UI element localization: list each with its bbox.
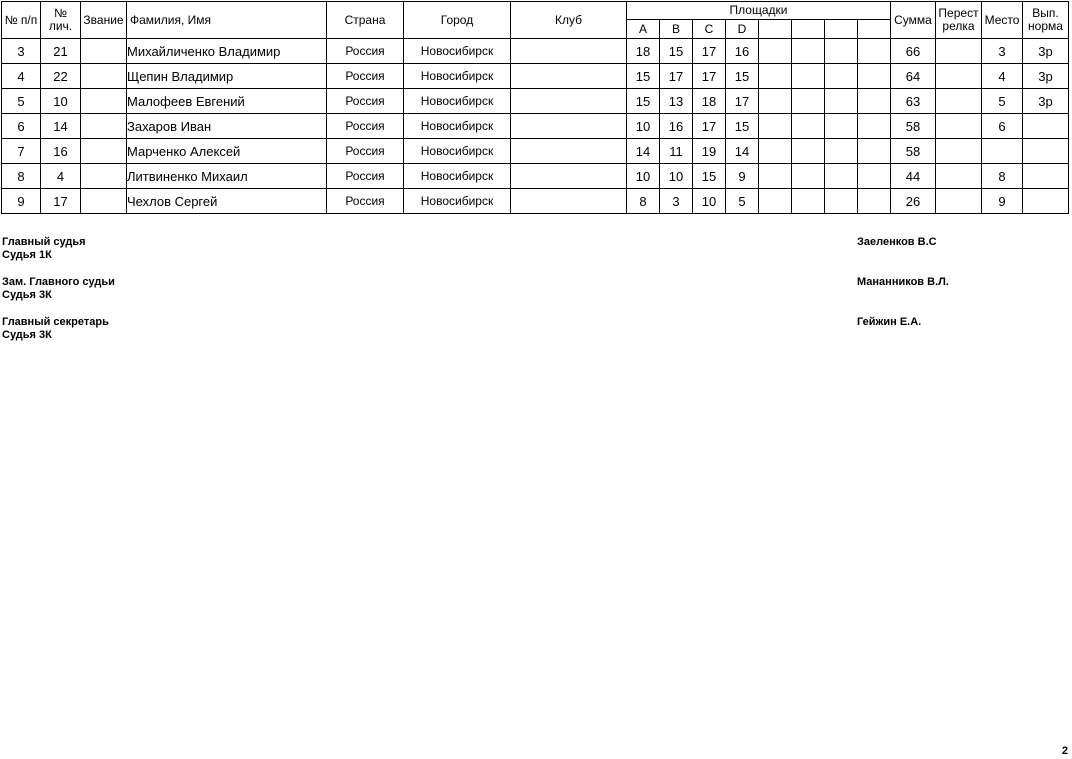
cell-area-b: 11 (660, 139, 693, 164)
cell-name: Малофеев Евгений (127, 89, 327, 114)
cell-sum: 64 (891, 64, 936, 89)
cell-lic: 4 (41, 164, 81, 189)
cell-norm (1023, 189, 1069, 214)
official-name-chief-judge: Заеленков В.С (857, 236, 937, 248)
header-area-empty-1 (759, 20, 792, 39)
cell-country: Россия (327, 64, 404, 89)
cell-area-c: 18 (693, 89, 726, 114)
table-row (2, 164, 1069, 189)
cell-area-empty (792, 189, 825, 214)
cell-reshoot (936, 89, 982, 114)
cell-rank (81, 189, 127, 214)
cell-place (982, 139, 1023, 164)
cell-area-empty (759, 189, 792, 214)
cell-area-c: 15 (693, 164, 726, 189)
cell-lic: 21 (41, 39, 81, 64)
header-norm: Вып. норма (1023, 2, 1069, 39)
cell-sum: 58 (891, 114, 936, 139)
cell-area-empty (825, 114, 858, 139)
cell-name: Захаров Иван (127, 114, 327, 139)
cell-club (511, 89, 627, 114)
cell-pp: 4 (2, 64, 41, 89)
cell-club (511, 139, 627, 164)
cell-norm: 3р (1023, 64, 1069, 89)
cell-club (511, 164, 627, 189)
cell-area-d: 17 (726, 89, 759, 114)
cell-area-empty (825, 189, 858, 214)
header-area-b: B (660, 20, 693, 39)
cell-name: Чехлов Сергей (127, 189, 327, 214)
cell-area-a: 15 (627, 64, 660, 89)
cell-area-empty (792, 114, 825, 139)
cell-country: Россия (327, 189, 404, 214)
cell-area-empty (792, 139, 825, 164)
cell-pp: 9 (2, 189, 41, 214)
cell-reshoot (936, 39, 982, 64)
cell-reshoot (936, 114, 982, 139)
official-category-chief-secretary: Судья 3К (2, 329, 52, 341)
cell-area-empty (825, 64, 858, 89)
cell-reshoot (936, 139, 982, 164)
cell-area-c: 10 (693, 189, 726, 214)
cell-lic: 10 (41, 89, 81, 114)
cell-city: Новосибирск (404, 39, 511, 64)
cell-place: 4 (982, 64, 1023, 89)
official-title-chief-secretary: Главный секретарь (2, 316, 109, 328)
cell-area-d: 14 (726, 139, 759, 164)
cell-pp: 3 (2, 39, 41, 64)
cell-place: 6 (982, 114, 1023, 139)
cell-sum: 58 (891, 139, 936, 164)
cell-sum: 44 (891, 164, 936, 189)
cell-rank (81, 89, 127, 114)
cell-area-a: 8 (627, 189, 660, 214)
cell-area-empty (759, 164, 792, 189)
cell-rank (81, 39, 127, 64)
header-area-empty-2 (792, 20, 825, 39)
cell-norm (1023, 139, 1069, 164)
header-reshoot: Перестрелка (936, 2, 982, 39)
cell-norm: 3р (1023, 39, 1069, 64)
header-sum: Сумма (891, 2, 936, 39)
cell-area-empty (858, 64, 891, 89)
cell-area-empty (825, 139, 858, 164)
cell-reshoot (936, 189, 982, 214)
cell-sum: 26 (891, 189, 936, 214)
cell-city: Новосибирск (404, 64, 511, 89)
cell-area-empty (759, 89, 792, 114)
cell-area-empty (759, 64, 792, 89)
cell-rank (81, 164, 127, 189)
header-area-a: A (627, 20, 660, 39)
cell-area-d: 9 (726, 164, 759, 189)
cell-rank (81, 139, 127, 164)
cell-area-empty (825, 164, 858, 189)
results-table (1, 1, 1069, 214)
cell-area-b: 13 (660, 89, 693, 114)
cell-country: Россия (327, 89, 404, 114)
cell-country: Россия (327, 164, 404, 189)
cell-area-c: 17 (693, 64, 726, 89)
header-area-empty-3 (825, 20, 858, 39)
cell-area-empty (825, 89, 858, 114)
cell-area-a: 15 (627, 89, 660, 114)
cell-area-c: 17 (693, 114, 726, 139)
cell-city: Новосибирск (404, 164, 511, 189)
cell-lic: 16 (41, 139, 81, 164)
official-title-chief-judge: Главный судья (2, 236, 86, 248)
header-place: Место (982, 2, 1023, 39)
cell-pp: 6 (2, 114, 41, 139)
cell-reshoot (936, 64, 982, 89)
cell-area-b: 10 (660, 164, 693, 189)
table-row (2, 39, 1069, 64)
cell-club (511, 189, 627, 214)
cell-name: Щепин Владимир (127, 64, 327, 89)
cell-rank (81, 64, 127, 89)
cell-area-a: 10 (627, 164, 660, 189)
header-area-c: C (693, 20, 726, 39)
official-title-deputy-judge: Зам. Главного судьи (2, 276, 115, 288)
header-name: Фамилия, Имя (127, 2, 327, 39)
cell-area-empty (858, 39, 891, 64)
official-name-deputy-judge: Мананников В.Л. (857, 276, 949, 288)
header-lic: № лич. (41, 2, 81, 39)
cell-place: 8 (982, 164, 1023, 189)
header-area-d: D (726, 20, 759, 39)
cell-norm (1023, 164, 1069, 189)
cell-area-empty (858, 89, 891, 114)
table-row (2, 189, 1069, 214)
cell-area-empty (792, 89, 825, 114)
cell-name: Михайличенко Владимир (127, 39, 327, 64)
header-city: Город (404, 2, 511, 39)
cell-country: Россия (327, 114, 404, 139)
header-club: Клуб (511, 2, 627, 39)
cell-area-d: 15 (726, 114, 759, 139)
cell-city: Новосибирск (404, 89, 511, 114)
header-area-empty-4 (858, 20, 891, 39)
cell-city: Новосибирск (404, 189, 511, 214)
cell-pp: 7 (2, 139, 41, 164)
cell-area-empty (858, 114, 891, 139)
cell-rank (81, 114, 127, 139)
cell-lic: 17 (41, 189, 81, 214)
cell-area-a: 14 (627, 139, 660, 164)
page-number: 2 (1061, 745, 1068, 757)
cell-area-empty (792, 64, 825, 89)
cell-norm (1023, 114, 1069, 139)
cell-reshoot (936, 164, 982, 189)
official-category-deputy-judge: Судья 3К (2, 289, 52, 301)
cell-sum: 63 (891, 89, 936, 114)
cell-area-a: 10 (627, 114, 660, 139)
cell-place: 5 (982, 89, 1023, 114)
official-category-chief-judge: Судья 1К (2, 249, 52, 261)
cell-club (511, 39, 627, 64)
cell-area-empty (759, 114, 792, 139)
header-pp: № п/п (2, 2, 41, 39)
cell-area-a: 18 (627, 39, 660, 64)
cell-area-c: 19 (693, 139, 726, 164)
cell-area-c: 17 (693, 39, 726, 64)
cell-area-d: 16 (726, 39, 759, 64)
cell-area-d: 15 (726, 64, 759, 89)
cell-area-empty (858, 189, 891, 214)
cell-club (511, 64, 627, 89)
cell-area-b: 17 (660, 64, 693, 89)
cell-city: Новосибирск (404, 114, 511, 139)
cell-area-b: 15 (660, 39, 693, 64)
cell-name: Марченко Алексей (127, 139, 327, 164)
cell-area-b: 3 (660, 189, 693, 214)
table-row (2, 114, 1069, 139)
cell-area-b: 16 (660, 114, 693, 139)
cell-area-d: 5 (726, 189, 759, 214)
table-row (2, 89, 1069, 114)
table-row (2, 64, 1069, 89)
table-row (2, 139, 1069, 164)
header-areas: Площадки (627, 2, 891, 20)
cell-norm: 3р (1023, 89, 1069, 114)
header-rank: Звание (81, 2, 127, 39)
cell-area-empty (792, 164, 825, 189)
cell-lic: 22 (41, 64, 81, 89)
cell-sum: 66 (891, 39, 936, 64)
table-header (2, 2, 1069, 39)
header-country: Страна (327, 2, 404, 39)
cell-country: Россия (327, 39, 404, 64)
official-name-chief-secretary: Гейжин Е.А. (857, 316, 922, 328)
cell-area-empty (858, 164, 891, 189)
cell-place: 3 (982, 39, 1023, 64)
table-body (2, 39, 1069, 214)
cell-lic: 14 (41, 114, 81, 139)
cell-country: Россия (327, 139, 404, 164)
cell-pp: 5 (2, 89, 41, 114)
cell-area-empty (759, 139, 792, 164)
cell-place: 9 (982, 189, 1023, 214)
cell-city: Новосибирск (404, 139, 511, 164)
cell-area-empty (825, 39, 858, 64)
cell-club (511, 114, 627, 139)
cell-name: Литвиненко Михаил (127, 164, 327, 189)
cell-area-empty (792, 39, 825, 64)
cell-area-empty (759, 39, 792, 64)
cell-pp: 8 (2, 164, 41, 189)
cell-area-empty (858, 139, 891, 164)
